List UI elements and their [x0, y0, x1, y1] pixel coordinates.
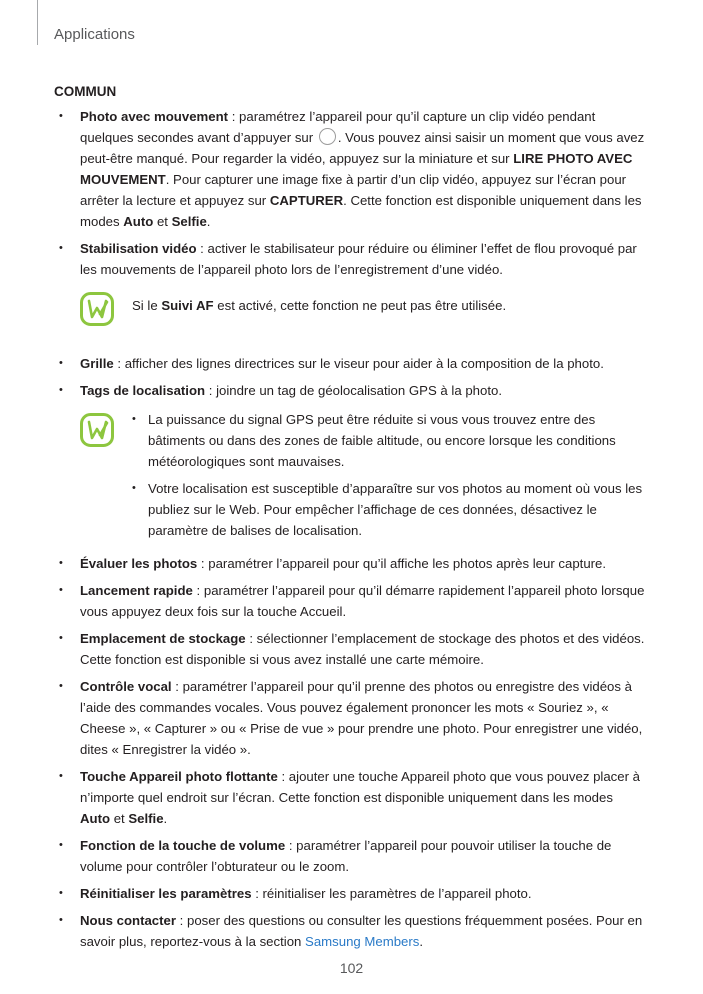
item-term: Nous contacter — [80, 913, 176, 928]
note-box — [54, 409, 646, 541]
list-item-evaluer-photos: • Évaluer les photos : paramétrer l’appareil pour qu’il affiche les photos après leur capture. — [54, 553, 646, 574]
header-corner-line — [37, 0, 38, 45]
item-term: Stabilisation vidéo — [80, 241, 197, 256]
bullet: • — [59, 384, 63, 396]
bullet: • — [132, 413, 136, 425]
item-term: Tags de localisation — [80, 383, 206, 398]
item-term: Touche Appareil photo flottante — [80, 769, 278, 784]
bullet: • — [59, 357, 63, 369]
bullet: • — [59, 680, 63, 692]
list-item-controle-vocal: • Contrôle vocal : paramétrer l’appareil pour qu’il prenne des photos ou enregistre des vidéos à l’aide des commandes vocales. Vous pouvez également prononcer les mots « Souriez », « Cheese », « Capturer » ou « Prise de vue » pour prendre une photo. Pour enregistrer une vidéo, dites « Enregistrer la vidéo ». — [54, 676, 646, 760]
samsung-members-link[interactable]: Samsung Members — [305, 934, 420, 949]
list-item-emplacement-stockage: • Emplacement de stockage : sélectionner l’emplacement de stockage des photos et des vidéos. Cette fonction est disponible si vous avez installé une carte mémoire. — [54, 628, 646, 670]
settings-list — [54, 106, 646, 958]
page-header: Applications — [54, 26, 135, 43]
bullet: • — [59, 632, 63, 644]
bullet: • — [59, 557, 63, 569]
shutter-button-icon — [319, 128, 336, 145]
list-item-nous-contacter: • Nous contacter : poser des questions ou consulter les questions fréquemment posées. Pour en savoir plus, reportez-vous à la section Samsung Members. — [54, 910, 646, 952]
list-item-touche-flottante: • Touche Appareil photo flottante : ajouter une touche Appareil photo que vous pouvez placer à n’importe quel endroit sur l’écran. Cette fonction est disponible uniquement dans les modes Auto et Selfie. — [54, 766, 646, 829]
bullet: • — [59, 887, 63, 899]
item-term: Emplacement de stockage — [80, 631, 246, 646]
list-item-grille: • Grille : afficher des lignes directrices sur le viseur pour aider à la composition de la photo. — [54, 353, 646, 374]
list-item-lancement-rapide: • Lancement rapide : paramétrer l’appareil pour qu’il démarre rapidement l’appareil photo lorsque vous appuyez deux fois sur la touche Accueil. — [54, 580, 646, 622]
list-item-tags-localisation: • Tags de localisation : joindre un tag de géolocalisation GPS à la photo. — [54, 380, 646, 401]
bullet: • — [132, 482, 136, 494]
bullet: • — [59, 914, 63, 926]
bullet: • — [59, 110, 63, 122]
list-item-photo-mouvement: • Photo avec mouvement : paramétrez l’appareil pour qu’il capture un clip vidéo pendant quelques secondes avant d’appuyer sur . Vous pouvez ainsi saisir un moment que vous avez peut-être manqué. Pour regarder la vidéo, appuyez sur la miniature et sur LIRE PHOTO AVEC MOUVEMENT. Pour capturer une image fixe à partir d’un clip vidéo, appuyez sur l’écran pour arrêter la lecture et appuyez sur CAPTURER. Cette fonction est disponible uniquement dans les modes Auto et Selfie. — [54, 106, 646, 232]
note-pencil-icon — [80, 292, 114, 326]
item-term: Lancement rapide — [80, 583, 193, 598]
section-title: COMMUN — [54, 84, 117, 99]
list-item-stabilisation: • Stabilisation vidéo : activer le stabilisateur pour réduire ou éliminer l’effet de flou provoqué par les mouvements de l’appareil photo lors de l’enregistrement d’une vidéo. — [54, 238, 646, 280]
item-term: Grille — [80, 356, 114, 371]
item-term: Contrôle vocal — [80, 679, 172, 694]
item-term: Fonction de la touche de volume — [80, 838, 286, 853]
item-term: Évaluer les photos — [80, 556, 198, 571]
bullet: • — [59, 839, 63, 851]
bullet: • — [59, 242, 63, 254]
list-item-fonction-volume: • Fonction de la touche de volume : paramétrer l’appareil pour pouvoir utiliser la touche de volume pour contrôler l’obturateur ou le zoom. — [54, 835, 646, 877]
note-pencil-icon — [80, 413, 114, 447]
note-sub-item: • La puissance du signal GPS peut être réduite si vous vous trouvez entre des bâtiments ou dans des zones de faible altitude, ou encore lorsque les conditions météorologiques sont mauvaises. — [132, 409, 646, 472]
page-number: 102 — [339, 960, 364, 976]
note-sub-item: • Votre localisation est susceptible d’apparaître sur vos photos au moment où vous les publiez sur le Web. Pour empêcher l’affichage de ces données, désactivez le paramètre de balises de localisation. — [132, 478, 646, 541]
item-term: Photo avec mouvement — [80, 109, 229, 124]
item-term: Réinitialiser les paramètres — [80, 886, 252, 901]
note-box: Si le Suivi AF est activé, cette fonction ne peut pas être utilisée. — [54, 292, 646, 335]
bullet: • — [59, 584, 63, 596]
bullet: • — [59, 770, 63, 782]
list-item-reinitialiser: • Réinitialiser les paramètres : réinitialiser les paramètres de l’appareil photo. — [54, 883, 646, 904]
